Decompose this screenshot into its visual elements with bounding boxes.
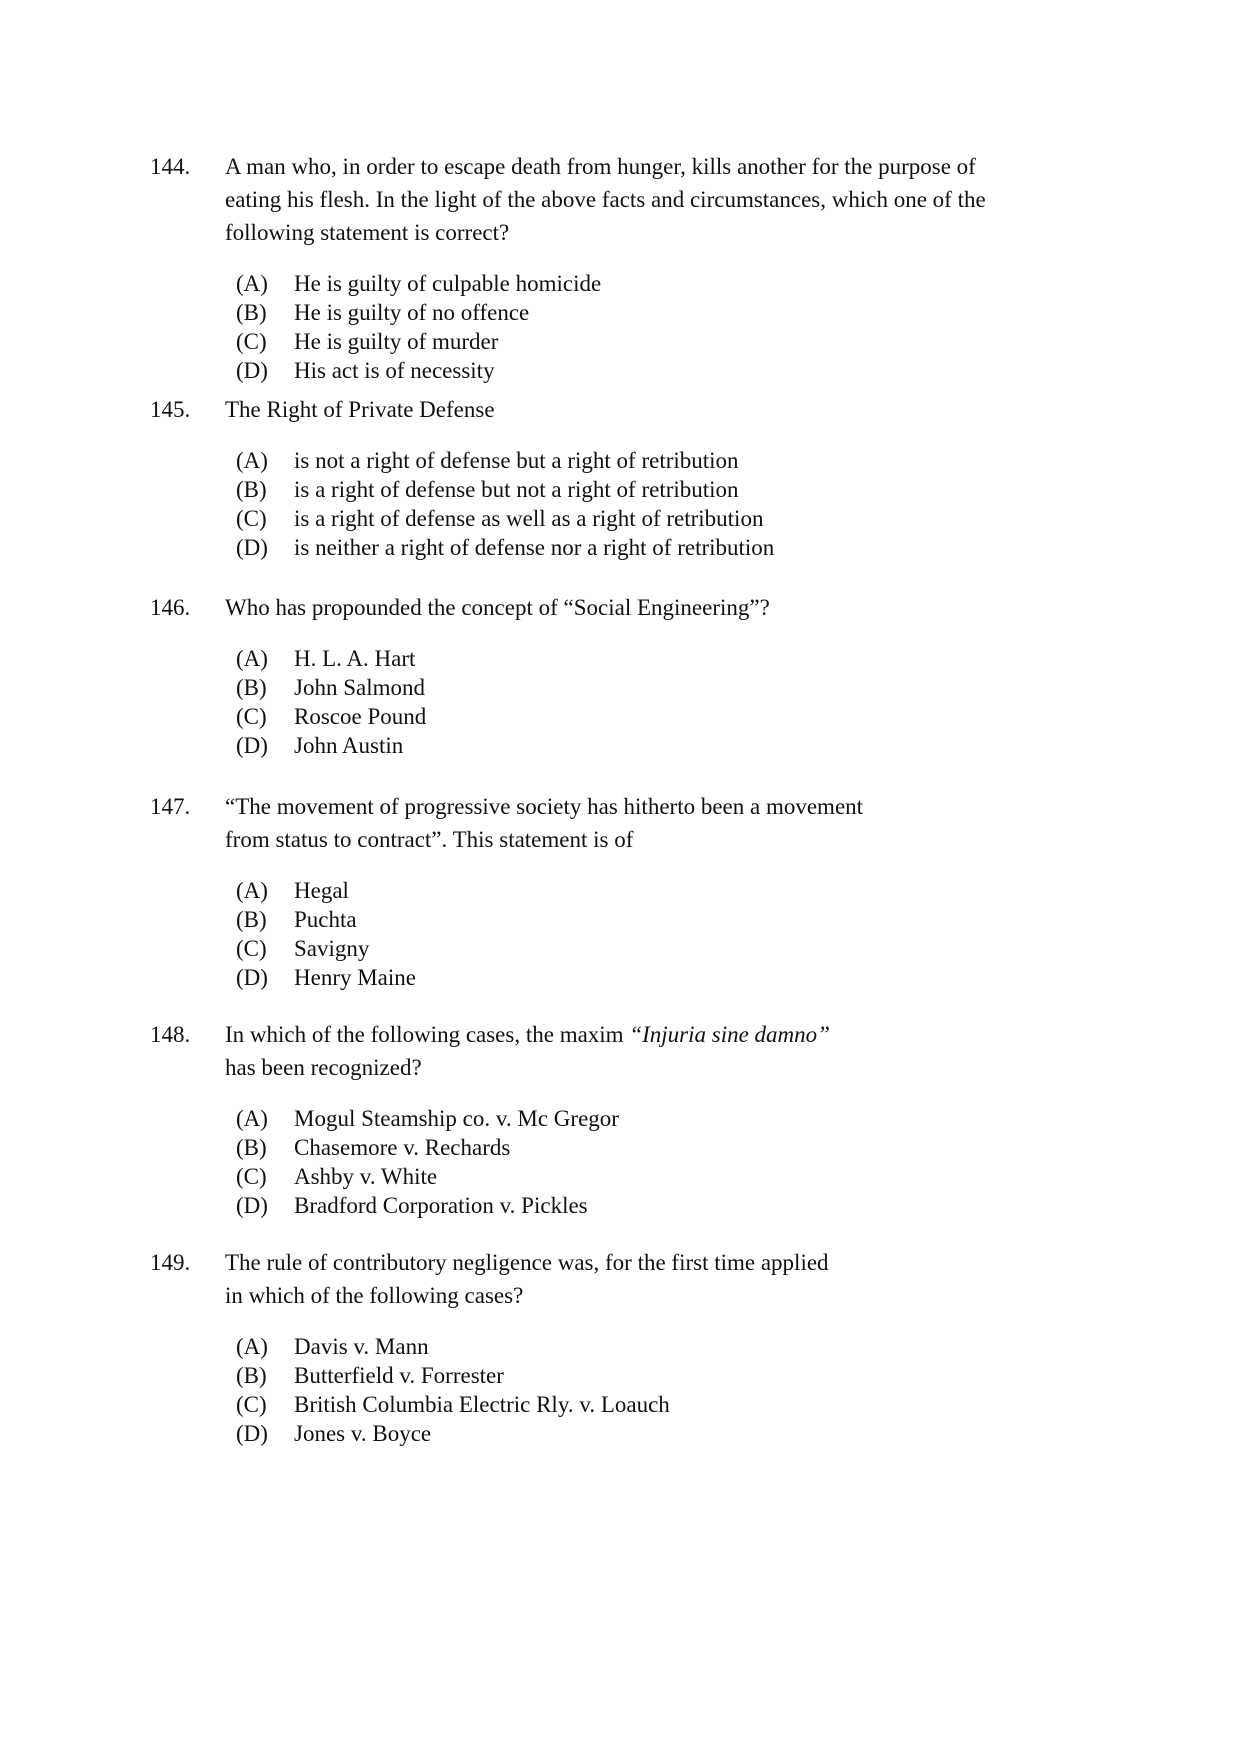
question-number: 146. (150, 595, 191, 620)
question-number: 149. (150, 1250, 191, 1275)
option-label: (B) (236, 300, 267, 325)
option-label: (A) (236, 448, 268, 473)
question-text (225, 790, 1070, 856)
option-text: Puchta (294, 907, 357, 932)
option-list (236, 446, 1070, 562)
option-text: John Salmond (294, 675, 425, 700)
option-label: (B) (236, 1135, 267, 1160)
question-148 (150, 1018, 1070, 1220)
option-b[interactable] (236, 298, 1070, 327)
question-number: 147. (150, 794, 191, 819)
option-text: is a right of defense but not a right of retribution (294, 477, 739, 502)
option-label: (C) (236, 704, 267, 729)
option-text: Jones v. Boyce (294, 1421, 432, 1446)
option-a[interactable] (236, 644, 1070, 673)
option-label: (C) (236, 329, 267, 354)
option-text: Davis v. Mann (294, 1334, 429, 1359)
question-stem (150, 1246, 1070, 1312)
option-a[interactable] (236, 1332, 1070, 1361)
option-text: Butterfield v. Forrester (294, 1363, 504, 1388)
option-text: Ashby v. White (294, 1164, 438, 1189)
question-147 (150, 790, 1070, 992)
question-line: has been recognized? (225, 1055, 422, 1080)
option-label: (D) (236, 535, 268, 560)
option-d[interactable] (236, 356, 1070, 385)
option-c[interactable] (236, 1390, 1070, 1419)
option-b[interactable] (236, 905, 1070, 934)
option-c[interactable] (236, 934, 1070, 963)
question-line: Who has propounded the concept of “Social Engineering”? (225, 595, 770, 620)
option-text: is not a right of defense but a right of retribution (294, 448, 739, 473)
question-line: “The movement of progressive society has hitherto been a movement (225, 794, 864, 819)
option-label: (A) (236, 646, 268, 671)
option-a[interactable] (236, 876, 1070, 905)
option-text: His act is of necessity (294, 358, 495, 383)
option-label: (D) (236, 358, 268, 383)
option-b[interactable] (236, 1133, 1070, 1162)
option-text: Henry Maine (294, 965, 416, 990)
option-text: John Austin (294, 733, 404, 758)
question-line: A man who, in order to escape death from hunger, kills another for the purpose of (225, 154, 976, 179)
option-d[interactable] (236, 533, 1070, 562)
question-stem (150, 790, 1070, 856)
option-text: He is guilty of murder (294, 329, 499, 354)
option-label: (A) (236, 1106, 268, 1131)
option-c[interactable] (236, 504, 1070, 533)
option-label: (C) (236, 936, 267, 961)
question-144 (150, 150, 1070, 385)
option-label: (C) (236, 506, 267, 531)
question-149 (150, 1246, 1070, 1448)
question-stem (150, 150, 1070, 249)
option-list (236, 876, 1070, 992)
option-label: (A) (236, 1334, 268, 1359)
option-a[interactable] (236, 1104, 1070, 1133)
option-b[interactable] (236, 475, 1070, 504)
option-text: He is guilty of culpable homicide (294, 271, 602, 296)
question-text (225, 591, 1070, 624)
question-number: 145. (150, 397, 191, 422)
option-c[interactable] (236, 702, 1070, 731)
option-label: (B) (236, 477, 267, 502)
question-text (225, 1018, 1070, 1084)
question-stem (150, 591, 1070, 624)
option-text: Hegal (294, 878, 349, 903)
question-text (225, 393, 1070, 426)
option-label: (C) (236, 1392, 267, 1417)
option-text: Mogul Steamship co. v. Mc Gregor (294, 1106, 619, 1131)
option-b[interactable] (236, 1361, 1070, 1390)
option-label: (A) (236, 878, 268, 903)
option-label: (C) (236, 1164, 267, 1189)
option-label: (B) (236, 675, 267, 700)
question-line: eating his flesh. In the light of the above facts and circumstances, which one of the (225, 187, 986, 212)
option-label: (D) (236, 965, 268, 990)
option-label: (D) (236, 1193, 268, 1218)
question-number: 148. (150, 1022, 191, 1047)
option-c[interactable] (236, 327, 1070, 356)
question-line: The Right of Private Defense (225, 397, 495, 422)
option-list (236, 1332, 1070, 1448)
option-a[interactable] (236, 446, 1070, 475)
option-a[interactable] (236, 269, 1070, 298)
question-text-prefix: In which of the following cases, the maxim (225, 1022, 630, 1047)
option-label: (D) (236, 733, 268, 758)
question-line: in which of the following cases? (225, 1283, 524, 1308)
question-line: following statement is correct? (225, 220, 510, 245)
option-text: He is guilty of no offence (294, 300, 530, 325)
option-text: is neither a right of defense nor a right of retribution (294, 535, 775, 560)
option-text: is a right of defense as well as a right of retribution (294, 506, 764, 531)
question-line (225, 1018, 1070, 1051)
option-text: H. L. A. Hart (294, 646, 416, 671)
option-text: Savigny (294, 936, 370, 961)
question-number: 144. (150, 154, 191, 179)
question-line: The rule of contributory negligence was, for the first time applied (225, 1250, 829, 1275)
option-label: (D) (236, 1421, 268, 1446)
question-145 (150, 393, 1070, 562)
question-text (225, 1246, 1070, 1312)
option-c[interactable] (236, 1162, 1070, 1191)
option-text: British Columbia Electric Rly. v. Loauch (294, 1392, 670, 1417)
option-d[interactable] (236, 1191, 1070, 1220)
option-list (236, 269, 1070, 385)
option-label: (A) (236, 271, 268, 296)
question-text (225, 150, 1070, 249)
question-line: from status to contract”. This statement is of (225, 827, 634, 852)
option-text: Chasemore v. Rechards (294, 1135, 511, 1160)
option-list (236, 1104, 1070, 1220)
option-label: (B) (236, 907, 267, 932)
question-stem (150, 1018, 1070, 1084)
option-list (236, 644, 1070, 760)
option-b[interactable] (236, 673, 1070, 702)
option-label: (B) (236, 1363, 267, 1388)
option-d[interactable] (236, 963, 1070, 992)
maxim-text: “Injuria sine damno” (629, 1022, 830, 1047)
option-text: Bradford Corporation v. Pickles (294, 1193, 588, 1218)
question-146 (150, 591, 1070, 760)
option-d[interactable] (236, 1419, 1070, 1448)
question-stem (150, 393, 1070, 426)
option-d[interactable] (236, 731, 1070, 760)
option-text: Roscoe Pound (294, 704, 427, 729)
